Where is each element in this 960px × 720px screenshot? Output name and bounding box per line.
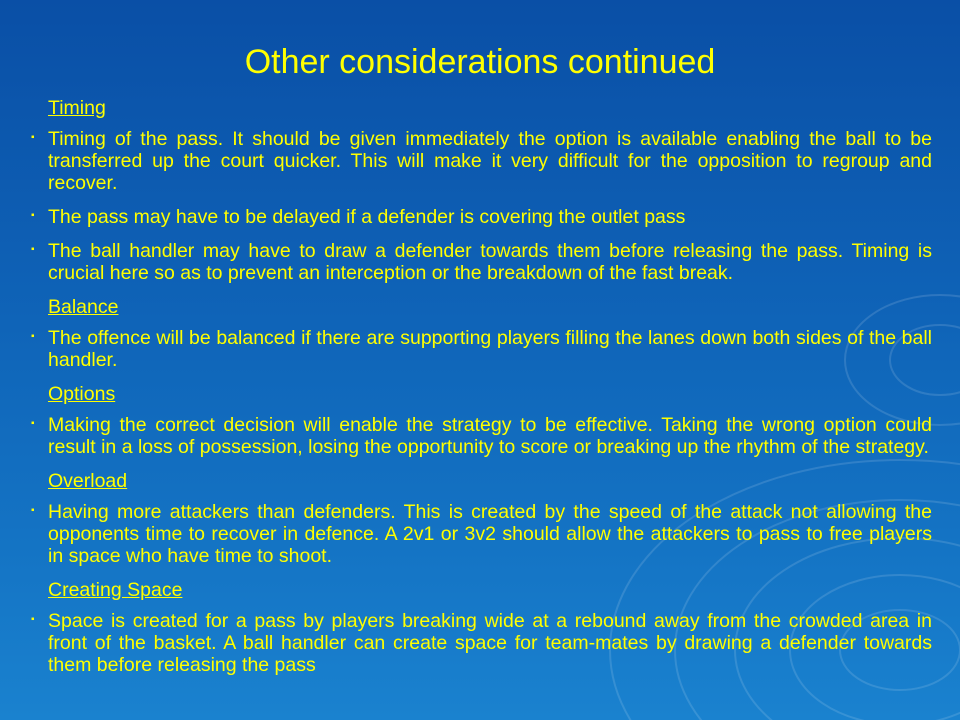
section-heading: Options [48, 383, 116, 405]
square-bullet-icon: ▪ [31, 132, 35, 143]
bullet-text: Making the correct decision will enable the strategy to be effective. Taking the wrong option could result in a loss of possession, losing the opportunity to score or breaking up the rhythm of the strategy. [48, 414, 932, 458]
bullet-item [22, 501, 932, 567]
slide-content [22, 97, 932, 688]
bullet-text: Having more attackers than defenders. This is created by the speed of the attack not allowing the opponents time to recover in defence. A 2v1 or 3v2 should allow the attackers to pass to free players in space who have time to shoot. [48, 501, 932, 567]
bullet-item [22, 206, 932, 228]
square-bullet-icon: ▪ [31, 210, 35, 221]
square-bullet-icon: ▪ [31, 418, 35, 429]
square-bullet-icon: ▪ [31, 505, 35, 516]
square-bullet-icon: ▪ [31, 614, 35, 625]
section-heading: Overload [48, 470, 128, 492]
bullet-item [22, 128, 932, 194]
bullet-text: The pass may have to be delayed if a defender is covering the outlet pass [48, 206, 686, 228]
bullet-text: The offence will be balanced if there are supporting players filling the lanes down both sides of the ball handler. [48, 327, 932, 371]
bullet-text: Space is created for a pass by players breaking wide at a rebound away from the crowded area in front of the basket. A ball handler can create space for team-mates by drawing a defender towards them before releasing the pass [48, 610, 932, 676]
square-bullet-icon: ▪ [31, 244, 35, 255]
bullet-item [22, 414, 932, 458]
bullet-item [22, 240, 932, 284]
bullet-text: The ball handler may have to draw a defender towards them before releasing the pass. Timing is crucial here so as to prevent an interception or the breakdown of the fast break. [48, 240, 932, 284]
bullet-text: Timing of the pass. It should be given immediately the option is available enabling the ball to be transferred up the court quicker. This will make it very difficult for the opposition to regroup and recover. [48, 128, 932, 194]
section-heading: Balance [48, 296, 119, 318]
slide-title: Other considerations continued [244, 43, 716, 81]
square-bullet-icon: ▪ [31, 331, 35, 342]
bullet-item [22, 327, 932, 371]
section-heading: Creating Space [48, 579, 183, 601]
section-heading: Timing [48, 97, 106, 119]
bullet-item [22, 610, 932, 676]
